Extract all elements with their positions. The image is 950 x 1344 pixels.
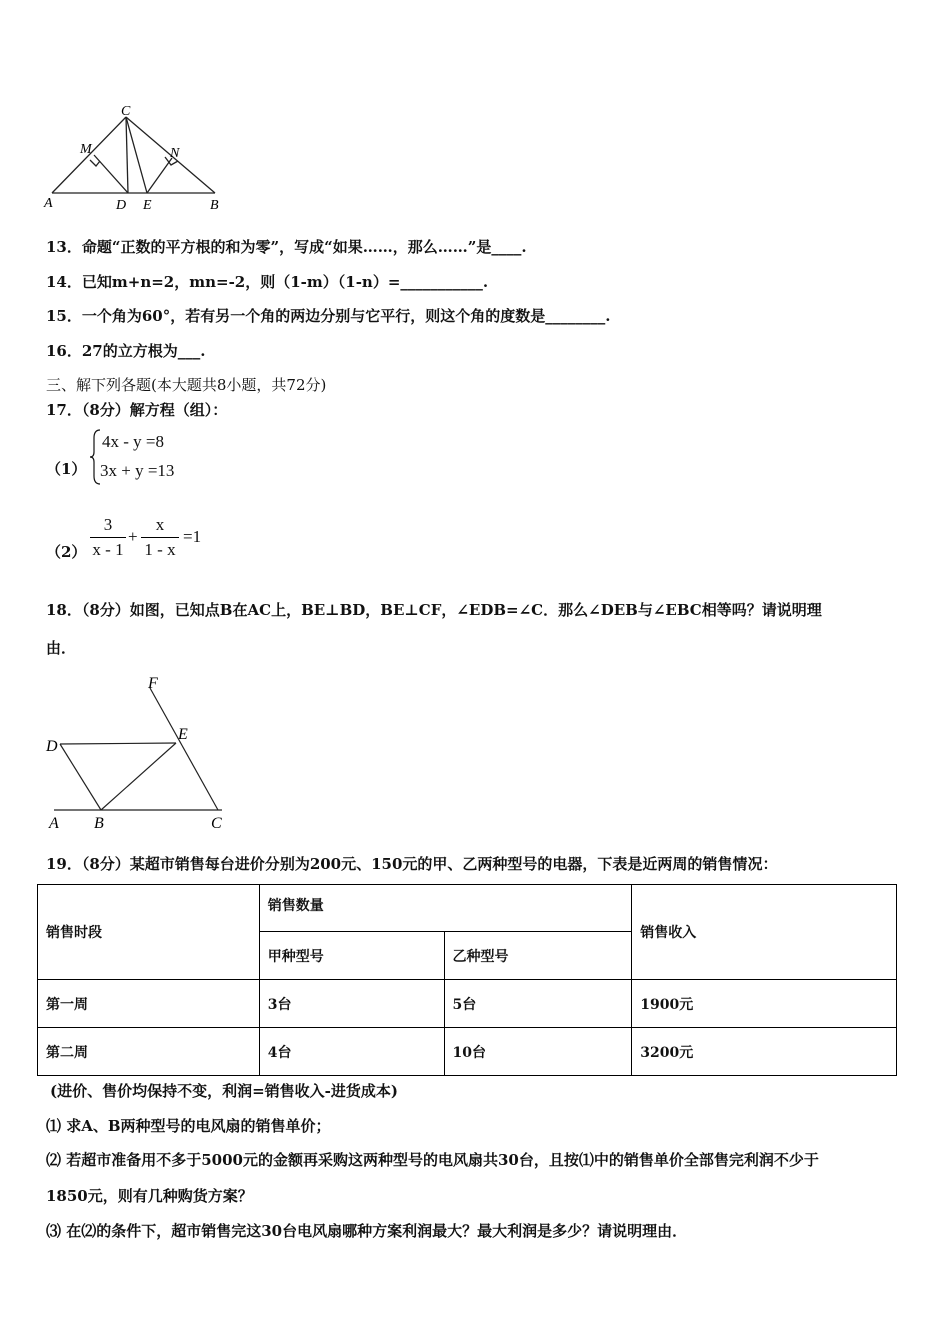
- table-row: [38, 980, 897, 1028]
- header-type-b: 乙种型号: [444, 932, 632, 980]
- label-C: C: [211, 815, 222, 832]
- q19-note: (进价、售价均保持不变，利润=销售收入-进货成本): [50, 1082, 398, 1100]
- fraction-2-numerator: x: [141, 515, 179, 538]
- cell-type-a: 3台: [259, 980, 444, 1028]
- q19-sub1: ⑴ 求A、B两种型号的电风扇的销售单价；: [46, 1117, 331, 1135]
- question-14: 14．已知m+n=2，mn=-2，则（1-m）（1-n）=___________.: [46, 273, 489, 291]
- question-16: 16．27的立方根为___.: [46, 342, 206, 360]
- fraction-2-denominator: 1 - x: [144, 540, 176, 559]
- fraction-1-denominator: x - 1: [92, 540, 124, 559]
- q17-part2-label: （2）: [46, 543, 87, 561]
- label-B: B: [210, 198, 219, 213]
- fraction-1-numerator: 3: [90, 515, 126, 538]
- question-13: 13．命题“正数的平方根的和为零”，写成“如果……，那么……”是____.: [46, 238, 527, 256]
- question-17-header: 17．（8分）解方程（组）：: [46, 401, 228, 419]
- q17-part1-label: （1）: [46, 460, 87, 478]
- label-E: E: [143, 198, 152, 213]
- label-A: A: [44, 196, 53, 211]
- cell-type-a: 4台: [259, 1028, 444, 1076]
- equation-rhs: =1: [183, 527, 202, 546]
- question-19: 19．（8分）某超市销售每台进价分别为200元、150元的甲、乙两种型号的电器，下表是近两周的销售情况：: [46, 855, 778, 873]
- equation-2: 3x + y =13: [100, 461, 175, 480]
- label-A: A: [49, 815, 59, 832]
- cell-period: 第二周: [38, 1028, 260, 1076]
- sales-table: [37, 884, 897, 1076]
- section-3-title: 三、解下列各题(本大题共8小题，共72分): [46, 376, 327, 394]
- question-18-line2: 由．: [46, 639, 77, 657]
- cell-revenue: 3200元: [632, 1028, 897, 1076]
- label-F: F: [148, 675, 158, 692]
- cell-type-b: 5台: [444, 980, 632, 1028]
- question-18-line1: 18．（8分）如图，已知点B在AC上，BE⊥BD，BE⊥CF，∠EDB=∠C．那么∠DEB与∠EBC相等吗？请说明理: [46, 601, 822, 619]
- label-N: N: [170, 146, 180, 161]
- triangle-figure: [38, 105, 238, 215]
- parallel-lines-figure: [40, 672, 250, 837]
- cell-revenue: 1900元: [632, 980, 897, 1028]
- label-D: D: [116, 198, 127, 213]
- label-B: B: [94, 815, 104, 832]
- q19-sub2-line2: 1850元，则有几种购货方案？: [46, 1187, 253, 1205]
- fraction-1: [90, 515, 126, 560]
- fraction-2: [141, 515, 179, 560]
- q19-sub2-line1: ⑵ 若超市准备用不多于5000元的金额再采购这两种型号的电风扇共30台，且按⑴中的销售单价全部售完利润不少于: [46, 1151, 819, 1169]
- header-revenue: 销售收入: [632, 885, 897, 980]
- header-quantity: 销售数量: [259, 885, 632, 932]
- header-type-a: 甲种型号: [259, 932, 444, 980]
- cell-period: 第一周: [38, 980, 260, 1028]
- q19-sub3: ⑶ 在⑵的条件下，超市销售完这30台电风扇哪种方案利润最大？最大利润是多少？请说明理由．: [46, 1222, 688, 1240]
- label-M: M: [80, 142, 92, 157]
- plus-sign: +: [128, 527, 138, 546]
- label-C: C: [121, 105, 131, 119]
- equation-1: 4x - y =8: [102, 432, 164, 451]
- question-15: 15．一个角为60°，若有另一个角的两边分别与它平行，则这个角的度数是________.: [46, 307, 611, 325]
- label-D: D: [46, 738, 58, 755]
- header-period: 销售时段: [38, 885, 260, 980]
- table-row: [38, 1028, 897, 1076]
- label-E: E: [178, 726, 188, 743]
- cell-type-b: 10台: [444, 1028, 632, 1076]
